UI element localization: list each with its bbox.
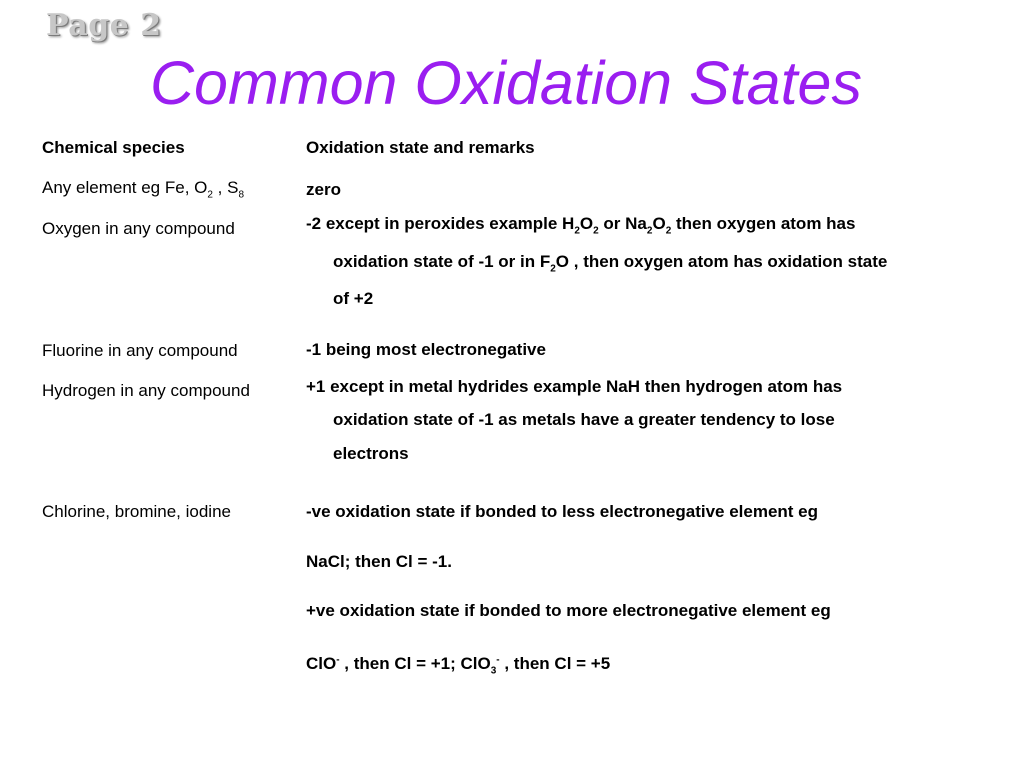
remark-hydrogen-line2: oxidation state of -1 as metals have a greater tendency to lose	[333, 410, 835, 429]
header-oxidation-remarks: Oxidation state and remarks	[306, 138, 535, 157]
remark-fluorine: -1 being most electronegative	[306, 340, 546, 359]
species-fluorine: Fluorine in any compound	[42, 341, 238, 360]
header-chemical-species: Chemical species	[42, 138, 185, 157]
remark-halogens-line1: -ve oxidation state if bonded to less electronegative element eg	[306, 502, 819, 521]
remark-oxygen-line2: oxidation state of -1 or in $F_2O$ , then oxygen atom has oxidation state	[333, 252, 888, 275]
remark-halogens-line2: NaCl; then Cl = -1.	[306, 552, 452, 571]
remark-hydrogen-line3: electrons	[333, 444, 409, 463]
remark-halogens-line4: ClO- , then Cl = +1; ClO$_3$- , then Cl = +5	[306, 654, 611, 677]
species-any-element: Any element eg Fe, $O_2$ , $S_8$	[42, 178, 245, 201]
species-hydrogen: Hydrogen in any compound	[42, 381, 250, 400]
species-oxygen: Oxygen in any compound	[42, 219, 235, 238]
slide-title: Common Oxidation States	[150, 49, 862, 117]
remark-halogens-line3: +ve oxidation state if bonded to more electronegative element eg	[306, 601, 831, 620]
page-label: Page 2	[46, 8, 162, 43]
remark-hydrogen-line1: +1 except in metal hydrides example NaH then hydrogen atom has	[306, 377, 843, 396]
remark-oxygen-line1: -2 except in peroxides example $H_2O_2$ or $Na_2O_2$ then oxygen atom has	[306, 214, 856, 237]
remark-any-element: zero	[306, 180, 341, 199]
remark-oxygen-line3: of +2	[333, 289, 374, 308]
species-halogens: Chlorine, bromine, iodine	[42, 502, 231, 521]
